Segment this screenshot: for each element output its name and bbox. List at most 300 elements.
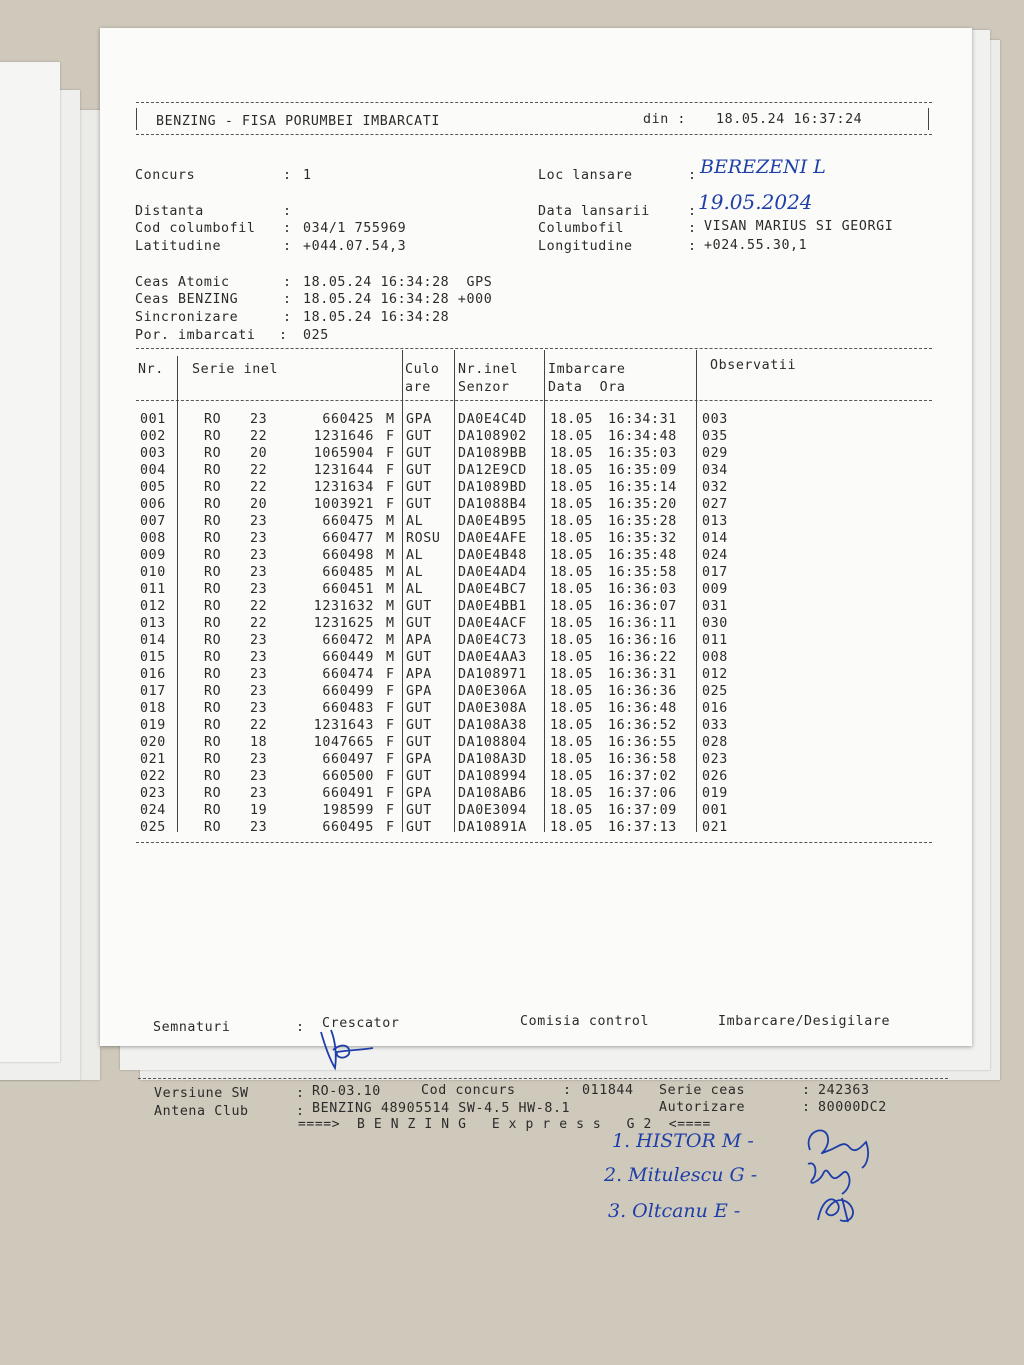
cell-color: AL xyxy=(406,582,424,597)
cell-time: 16:35:09 xyxy=(608,463,677,478)
latitudine-value: +044.07.54,3 xyxy=(303,239,407,254)
cell-date: 18.05 xyxy=(550,497,594,512)
semnaturi-label: Semnaturi xyxy=(153,1020,231,1035)
ceas-benzing-label: Ceas BENZING xyxy=(135,292,239,307)
cell-ring: 660499 xyxy=(322,684,374,699)
cell-observatii: 008 xyxy=(702,650,728,665)
cell-color: GUT xyxy=(406,650,432,665)
table-header-divider xyxy=(136,400,932,401)
cell-sex: M xyxy=(386,548,395,563)
cell-sex: F xyxy=(386,480,395,495)
cell-sensor: DA108A3D xyxy=(458,752,527,767)
cell-year: 23 xyxy=(250,820,268,835)
cell-observatii: 025 xyxy=(702,684,728,699)
col-inel-header-2: Senzor xyxy=(458,380,510,395)
cell-nr: 024 xyxy=(140,803,166,818)
cell-nr: 019 xyxy=(140,718,166,733)
colon: : xyxy=(563,1083,572,1098)
cell-ring: 1065904 xyxy=(313,446,374,461)
cell-time: 16:36:07 xyxy=(608,599,677,614)
cell-date: 18.05 xyxy=(550,820,594,835)
colon: : xyxy=(688,168,697,183)
cell-date: 18.05 xyxy=(550,412,594,427)
autorizare-value: 80000DC2 xyxy=(818,1100,887,1115)
colon: : xyxy=(283,168,292,183)
versiune-label: Versiune SW xyxy=(154,1086,249,1101)
cell-ring: 1231625 xyxy=(313,616,374,631)
cell-sex: F xyxy=(386,735,395,750)
header-left-border xyxy=(136,108,137,130)
cell-time: 16:36:55 xyxy=(608,735,677,750)
cell-ring: 1231643 xyxy=(313,718,374,733)
cell-date: 18.05 xyxy=(550,446,594,461)
cell-country: RO xyxy=(204,463,222,478)
cell-ring: 660495 xyxy=(322,820,374,835)
cell-country: RO xyxy=(204,548,222,563)
cell-time: 16:37:02 xyxy=(608,769,677,784)
col-divider-observatii xyxy=(696,350,697,832)
cell-observatii: 009 xyxy=(702,582,728,597)
cell-country: RO xyxy=(204,701,222,716)
colon: : xyxy=(283,310,292,325)
columbofil-label: Columbofil xyxy=(538,221,625,236)
cell-year: 22 xyxy=(250,718,268,733)
colon: : xyxy=(296,1086,305,1101)
cell-color: GUT xyxy=(406,769,432,784)
cell-nr: 001 xyxy=(140,412,166,427)
cell-color: GPA xyxy=(406,752,432,767)
cell-sex: F xyxy=(386,820,395,835)
cell-time: 16:34:31 xyxy=(608,412,677,427)
cell-year: 23 xyxy=(250,752,268,767)
cell-observatii: 023 xyxy=(702,752,728,767)
cell-nr: 015 xyxy=(140,650,166,665)
cell-year: 22 xyxy=(250,480,268,495)
cell-country: RO xyxy=(204,769,222,784)
cell-year: 18 xyxy=(250,735,268,750)
handwritten-signature-3 xyxy=(812,1190,862,1230)
cell-color: AL xyxy=(406,548,424,563)
cell-nr: 002 xyxy=(140,429,166,444)
cell-country: RO xyxy=(204,446,222,461)
cell-sensor: DA0E4BB1 xyxy=(458,599,527,614)
cell-nr: 012 xyxy=(140,599,166,614)
cell-date: 18.05 xyxy=(550,531,594,546)
cell-date: 18.05 xyxy=(550,582,594,597)
cell-sex: M xyxy=(386,531,395,546)
cell-date: 18.05 xyxy=(550,684,594,699)
cell-nr: 005 xyxy=(140,480,166,495)
cell-observatii: 014 xyxy=(702,531,728,546)
cell-ring: 660498 xyxy=(322,548,374,563)
cell-country: RO xyxy=(204,412,222,427)
page-title: BENZING - FISA PORUMBEI IMBARCATI xyxy=(156,114,440,129)
cell-sensor: DA0E4AA3 xyxy=(458,650,527,665)
cell-sensor: DA108971 xyxy=(458,667,527,682)
cell-country: RO xyxy=(204,752,222,767)
sincronizare-value: 18.05.24 16:34:28 xyxy=(303,310,450,325)
loc-lansare-handwritten: BEREZENI L xyxy=(700,156,826,178)
cell-observatii: 024 xyxy=(702,548,728,563)
cell-observatii: 026 xyxy=(702,769,728,784)
cell-country: RO xyxy=(204,514,222,529)
cell-time: 16:36:31 xyxy=(608,667,677,682)
cell-observatii: 003 xyxy=(702,412,728,427)
col-observatii-header: Observatii xyxy=(710,358,797,373)
cell-sensor: DA108994 xyxy=(458,769,527,784)
cell-nr: 021 xyxy=(140,752,166,767)
cell-year: 22 xyxy=(250,463,268,478)
cell-time: 16:35:20 xyxy=(608,497,677,512)
cell-color: AL xyxy=(406,565,424,580)
handwritten-line-1: 1. HISTOR M - xyxy=(612,1130,754,1152)
cell-year: 23 xyxy=(250,565,268,580)
cell-observatii: 033 xyxy=(702,718,728,733)
cell-color: GUT xyxy=(406,599,432,614)
cell-ring: 1231646 xyxy=(313,429,374,444)
cell-sex: F xyxy=(386,684,395,699)
cell-time: 16:36:16 xyxy=(608,633,677,648)
cell-date: 18.05 xyxy=(550,786,594,801)
cell-date: 18.05 xyxy=(550,752,594,767)
cell-ring: 1231632 xyxy=(313,599,374,614)
colon: : xyxy=(802,1083,811,1098)
latitudine-label: Latitudine xyxy=(135,239,222,254)
columbofil-value: VISAN MARIUS SI GEORGI xyxy=(704,219,894,234)
cell-year: 23 xyxy=(250,582,268,597)
cell-date: 18.05 xyxy=(550,650,594,665)
cell-color: GUT xyxy=(406,735,432,750)
cell-color: GPA xyxy=(406,412,432,427)
cell-nr: 004 xyxy=(140,463,166,478)
cell-ring: 660451 xyxy=(322,582,374,597)
cell-date: 18.05 xyxy=(550,701,594,716)
colon: : xyxy=(283,204,292,219)
concurs-value: 1 xyxy=(303,168,312,183)
cell-time: 16:35:28 xyxy=(608,514,677,529)
cell-time: 16:36:11 xyxy=(608,616,677,631)
cell-sensor: DA108804 xyxy=(458,735,527,750)
colon: : xyxy=(688,239,697,254)
cell-observatii: 001 xyxy=(702,803,728,818)
por-imbarcati-label: Por. imbarcati xyxy=(135,328,256,343)
crescator-signature xyxy=(315,1028,385,1073)
cell-year: 23 xyxy=(250,701,268,716)
colon: : xyxy=(802,1100,811,1115)
cell-sex: M xyxy=(386,599,395,614)
cell-year: 20 xyxy=(250,446,268,461)
cell-year: 23 xyxy=(250,531,268,546)
cell-year: 20 xyxy=(250,497,268,512)
ceas-atomic-label: Ceas Atomic xyxy=(135,275,230,290)
cell-color: GUT xyxy=(406,820,432,835)
cell-date: 18.05 xyxy=(550,616,594,631)
cell-ring: 660485 xyxy=(322,565,374,580)
cell-time: 16:37:06 xyxy=(608,786,677,801)
cell-country: RO xyxy=(204,718,222,733)
cell-ring: 1003921 xyxy=(313,497,374,512)
cell-sex: M xyxy=(386,565,395,580)
cell-date: 18.05 xyxy=(550,718,594,733)
cell-sex: F xyxy=(386,463,395,478)
handwritten-line-3: 3. Oltcanu E - xyxy=(608,1200,741,1222)
boarding-sheet xyxy=(100,28,972,1046)
cell-time: 16:36:36 xyxy=(608,684,677,699)
cell-time: 16:37:13 xyxy=(608,820,677,835)
cell-observatii: 034 xyxy=(702,463,728,478)
cell-year: 23 xyxy=(250,514,268,529)
cell-sensor: DA108AB6 xyxy=(458,786,527,801)
cell-time: 16:35:14 xyxy=(608,480,677,495)
cell-country: RO xyxy=(204,480,222,495)
cell-ring: 660475 xyxy=(322,514,374,529)
cell-observatii: 027 xyxy=(702,497,728,512)
col-imbarcare-header-1: Imbarcare xyxy=(548,362,626,377)
cell-country: RO xyxy=(204,582,222,597)
cell-ring: 660425 xyxy=(322,412,374,427)
cell-sensor: DA10891A xyxy=(458,820,527,835)
cell-nr: 003 xyxy=(140,446,166,461)
cell-sensor: DA108902 xyxy=(458,429,527,444)
col-divider-inel xyxy=(454,350,455,832)
col-culoare-header-1: Culo xyxy=(405,362,440,377)
distanta-label: Distanta xyxy=(135,204,204,219)
cod-columbofil-value: 034/1 755969 xyxy=(303,221,407,236)
comisia-control-label: Comisia control xyxy=(520,1014,650,1029)
cell-date: 18.05 xyxy=(550,548,594,563)
cell-country: RO xyxy=(204,667,222,682)
cell-country: RO xyxy=(204,820,222,835)
cell-observatii: 012 xyxy=(702,667,728,682)
cell-nr: 014 xyxy=(140,633,166,648)
cell-year: 23 xyxy=(250,548,268,563)
cell-sex: M xyxy=(386,633,395,648)
cell-time: 16:36:58 xyxy=(608,752,677,767)
por-imbarcati-value: 025 xyxy=(303,328,329,343)
cell-year: 23 xyxy=(250,650,268,665)
cell-color: GUT xyxy=(406,497,432,512)
cell-year: 23 xyxy=(250,684,268,699)
colon: : xyxy=(688,204,697,219)
colon: : xyxy=(296,1020,305,1035)
cell-color: GUT xyxy=(406,446,432,461)
cell-sex: F xyxy=(386,769,395,784)
cell-color: GUT xyxy=(406,429,432,444)
cell-sensor: DA1089BD xyxy=(458,480,527,495)
cell-color: GUT xyxy=(406,480,432,495)
loc-lansare-label: Loc lansare xyxy=(538,168,633,183)
cell-date: 18.05 xyxy=(550,735,594,750)
table-top-border xyxy=(136,348,932,349)
header-bottom-border xyxy=(136,134,932,135)
cell-date: 18.05 xyxy=(550,803,594,818)
serie-ceas-value: 242363 xyxy=(818,1083,870,1098)
cell-time: 16:36:48 xyxy=(608,701,677,716)
cell-ring: 198599 xyxy=(322,803,374,818)
cell-ring: 1231644 xyxy=(313,463,374,478)
cell-sensor: DA0E4C73 xyxy=(458,633,527,648)
cell-sex: F xyxy=(386,667,395,682)
cell-nr: 016 xyxy=(140,667,166,682)
cell-sex: F xyxy=(386,701,395,716)
cell-sex: F xyxy=(386,446,395,461)
cell-country: RO xyxy=(204,531,222,546)
cell-sex: F xyxy=(386,752,395,767)
cell-sensor: DA0E4AFE xyxy=(458,531,527,546)
cell-time: 16:35:48 xyxy=(608,548,677,563)
sincronizare-label: Sincronizare xyxy=(135,310,239,325)
cell-color: APA xyxy=(406,667,432,682)
colon: : xyxy=(283,239,292,254)
cell-sensor: DA108A38 xyxy=(458,718,527,733)
cell-date: 18.05 xyxy=(550,565,594,580)
cell-country: RO xyxy=(204,803,222,818)
ceas-atomic-value: 18.05.24 16:34:28 GPS xyxy=(303,275,493,290)
cell-observatii: 021 xyxy=(702,820,728,835)
antena-label: Antena Club xyxy=(154,1104,249,1119)
cod-columbofil-label: Cod columbofil xyxy=(135,221,256,236)
cell-time: 16:37:09 xyxy=(608,803,677,818)
cell-sex: F xyxy=(386,429,395,444)
cell-nr: 023 xyxy=(140,786,166,801)
cell-ring: 1231634 xyxy=(313,480,374,495)
cell-observatii: 011 xyxy=(702,633,728,648)
cell-year: 22 xyxy=(250,599,268,614)
longitudine-label: Longitudine xyxy=(538,239,633,254)
cell-time: 16:34:48 xyxy=(608,429,677,444)
data-lansarii-label: Data lansarii xyxy=(538,204,650,219)
cell-sensor: DA0E4BC7 xyxy=(458,582,527,597)
cell-date: 18.05 xyxy=(550,633,594,648)
cell-time: 16:35:58 xyxy=(608,565,677,580)
cell-color: GUT xyxy=(406,701,432,716)
cell-color: GUT xyxy=(406,803,432,818)
cell-color: AL xyxy=(406,514,424,529)
cell-country: RO xyxy=(204,497,222,512)
cell-sensor: DA1088B4 xyxy=(458,497,527,512)
colon: : xyxy=(279,328,288,343)
cell-ring: 660477 xyxy=(322,531,374,546)
col-nr-header: Nr. xyxy=(138,362,164,377)
cell-sex: F xyxy=(386,718,395,733)
cell-color: GPA xyxy=(406,684,432,699)
cell-ring: 660500 xyxy=(322,769,374,784)
cod-concurs-label: Cod concurs xyxy=(421,1083,516,1098)
cell-sex: F xyxy=(386,497,395,512)
cell-country: RO xyxy=(204,684,222,699)
cell-color: GUT xyxy=(406,616,432,631)
handwritten-line-2: 2. Mitulescu G - xyxy=(604,1164,758,1186)
cell-nr: 020 xyxy=(140,735,166,750)
cell-sensor: DA0E4B48 xyxy=(458,548,527,563)
ceas-benzing-value: 18.05.24 16:34:28 +000 xyxy=(303,292,493,307)
col-inel-header-1: Nr.inel xyxy=(458,362,519,377)
cell-nr: 018 xyxy=(140,701,166,716)
cell-sensor: DA1089BB xyxy=(458,446,527,461)
cell-country: RO xyxy=(204,735,222,750)
cell-date: 18.05 xyxy=(550,463,594,478)
cell-nr: 022 xyxy=(140,769,166,784)
cell-date: 18.05 xyxy=(550,667,594,682)
cell-ring: 660449 xyxy=(322,650,374,665)
cell-sex: F xyxy=(386,786,395,801)
cell-color: ROSU xyxy=(406,531,441,546)
cell-nr: 007 xyxy=(140,514,166,529)
colon: : xyxy=(296,1104,305,1119)
cell-ring: 660497 xyxy=(322,752,374,767)
cell-sex: M xyxy=(386,650,395,665)
cell-country: RO xyxy=(204,633,222,648)
longitudine-value: +024.55.30,1 xyxy=(704,238,808,253)
cell-time: 16:36:03 xyxy=(608,582,677,597)
cell-color: APA xyxy=(406,633,432,648)
cell-observatii: 016 xyxy=(702,701,728,716)
cell-observatii: 032 xyxy=(702,480,728,495)
cell-year: 22 xyxy=(250,429,268,444)
benzing-banner: ====> B E N Z I N G E x p r e s s G 2 <==== xyxy=(298,1117,711,1132)
antena-value: BENZING 48905514 SW-4.5 HW-8.1 xyxy=(312,1101,571,1116)
cell-nr: 010 xyxy=(140,565,166,580)
table-bottom-border xyxy=(136,842,932,843)
cell-date: 18.05 xyxy=(550,769,594,784)
cell-sex: M xyxy=(386,412,395,427)
cell-country: RO xyxy=(204,616,222,631)
cell-ring: 660491 xyxy=(322,786,374,801)
col-divider-nr xyxy=(177,356,178,832)
col-divider-imbarcare xyxy=(544,350,545,832)
cell-sex: F xyxy=(386,803,395,818)
cell-date: 18.05 xyxy=(550,514,594,529)
data-lansarii-handwritten: 19.05.2024 xyxy=(698,190,813,214)
cell-country: RO xyxy=(204,786,222,801)
cell-sex: M xyxy=(386,582,395,597)
cell-observatii: 029 xyxy=(702,446,728,461)
cell-ring: 660483 xyxy=(322,701,374,716)
cell-sex: M xyxy=(386,616,395,631)
cell-year: 23 xyxy=(250,786,268,801)
cell-sensor: DA0E306A xyxy=(458,684,527,699)
cell-sensor: DA0E3094 xyxy=(458,803,527,818)
cell-color: GUT xyxy=(406,463,432,478)
cell-nr: 009 xyxy=(140,548,166,563)
concurs-label: Concurs xyxy=(135,168,196,183)
cell-sensor: DA0E4C4D xyxy=(458,412,527,427)
cell-nr: 011 xyxy=(140,582,166,597)
cell-sensor: DA0E4AD4 xyxy=(458,565,527,580)
cell-sensor: DA12E9CD xyxy=(458,463,527,478)
col-divider-culoare xyxy=(402,350,403,832)
cell-color: GPA xyxy=(406,786,432,801)
cell-time: 16:36:52 xyxy=(608,718,677,733)
cell-nr: 008 xyxy=(140,531,166,546)
din-label: din : xyxy=(643,112,687,127)
colon: : xyxy=(283,275,292,290)
cell-country: RO xyxy=(204,429,222,444)
crescator-label: Crescator xyxy=(322,1016,400,1031)
cell-year: 23 xyxy=(250,412,268,427)
cell-observatii: 019 xyxy=(702,786,728,801)
cell-year: 19 xyxy=(250,803,268,818)
cell-year: 23 xyxy=(250,633,268,648)
cell-sex: M xyxy=(386,514,395,529)
col-imbarcare-header-2: Data Ora xyxy=(548,380,626,395)
cell-observatii: 031 xyxy=(702,599,728,614)
cell-country: RO xyxy=(204,650,222,665)
cell-sensor: DA0E4B95 xyxy=(458,514,527,529)
imbarcare-desigilare-label: Imbarcare/Desigilare xyxy=(718,1014,891,1029)
versiune-value: RO-03.10 xyxy=(312,1084,381,1099)
col-culoare-header-2: are xyxy=(405,380,431,395)
